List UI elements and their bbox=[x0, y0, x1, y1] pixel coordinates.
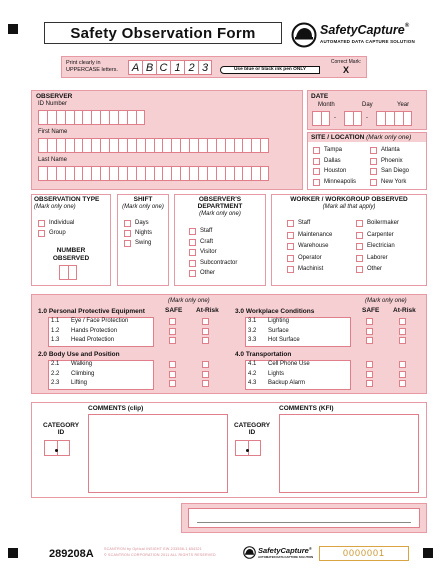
id-number-label: ID Number bbox=[38, 101, 68, 107]
checkbox-label: Carpenter bbox=[367, 231, 394, 238]
char-cell[interactable] bbox=[65, 110, 74, 125]
char-cell[interactable] bbox=[242, 138, 251, 153]
first-name-boxes[interactable] bbox=[38, 138, 269, 153]
category-item-label: Head Protection bbox=[71, 337, 115, 343]
atrisk-checkbox[interactable] bbox=[399, 337, 406, 344]
char-cell[interactable] bbox=[109, 138, 118, 153]
site-note: (Mark only one) bbox=[366, 134, 412, 141]
footer-brand-tagline: AUTOMATED DATA CAPTURE SOLUTION bbox=[258, 555, 314, 559]
observation-type-section bbox=[31, 194, 111, 286]
categories-section bbox=[31, 294, 427, 394]
checkbox[interactable] bbox=[38, 220, 45, 227]
checkbox[interactable] bbox=[370, 168, 377, 175]
char-cell[interactable] bbox=[242, 166, 251, 181]
checkbox-label: Staff bbox=[298, 220, 311, 226]
atrisk-checkbox[interactable] bbox=[202, 371, 209, 378]
footer-brand-name: SafetyCapture bbox=[258, 546, 309, 555]
safe-header: SAFE bbox=[165, 307, 183, 314]
char-cell[interactable] bbox=[189, 138, 198, 153]
id-number-boxes[interactable] bbox=[38, 110, 145, 125]
checkbox-label: Group bbox=[49, 230, 66, 236]
category-item-label: Hot Surface bbox=[268, 337, 300, 343]
safe-checkbox[interactable] bbox=[366, 337, 373, 344]
observation-type-title: OBSERVATION TYPE bbox=[34, 196, 100, 203]
category-group-title: 3.0 Workplace Conditions bbox=[235, 308, 315, 315]
category-items-box bbox=[48, 360, 154, 390]
date-title: DATE bbox=[311, 93, 329, 100]
category-group-title: 4.0 Transportation bbox=[235, 351, 292, 358]
char-cell[interactable] bbox=[118, 110, 127, 125]
category-item-label: Backup Alarm bbox=[268, 380, 306, 386]
checkbox[interactable] bbox=[370, 158, 377, 165]
sample-char: 3 bbox=[198, 60, 212, 75]
sample-char: 1 bbox=[170, 60, 184, 75]
helmet-icon bbox=[243, 546, 256, 559]
category-item-label: Cell Phone Use bbox=[268, 361, 310, 367]
char-cell[interactable] bbox=[91, 138, 100, 153]
char-cell[interactable] bbox=[68, 265, 77, 280]
checkbox-label: San Diego bbox=[381, 168, 410, 174]
char-cell[interactable] bbox=[82, 166, 91, 181]
category-item-number: 2.3 bbox=[51, 380, 60, 386]
category-item-label: Eye / Face Protection bbox=[71, 318, 129, 324]
site-section bbox=[307, 132, 427, 190]
worker-note: (Mark all that apply) bbox=[322, 204, 376, 210]
char-cell[interactable] bbox=[394, 111, 403, 126]
char-cell[interactable] bbox=[353, 111, 362, 126]
safe-checkbox[interactable] bbox=[169, 361, 176, 368]
char-cell[interactable] bbox=[198, 138, 207, 153]
checkbox[interactable] bbox=[189, 249, 196, 256]
atrisk-checkbox[interactable] bbox=[202, 337, 209, 344]
page-title: Safety Observation Form bbox=[70, 24, 256, 42]
comments-kfi-title: COMMENTS (KFI) bbox=[279, 405, 334, 412]
checkbox[interactable] bbox=[313, 158, 320, 165]
pen-note: Use blue or black ink pen ONLY bbox=[220, 66, 320, 74]
category-item-number: 3.3 bbox=[248, 337, 257, 343]
checkbox-label: Other bbox=[200, 270, 216, 276]
brand-logo bbox=[291, 20, 431, 52]
checkbox-label: Houston bbox=[324, 168, 347, 174]
footer-brand-logo bbox=[243, 545, 319, 561]
brand-reg: ® bbox=[404, 23, 410, 29]
category-item-number: 3.2 bbox=[248, 327, 257, 334]
department-title-1: OBSERVER'S bbox=[198, 196, 242, 203]
char-cell[interactable] bbox=[47, 166, 56, 181]
corner-mark bbox=[423, 548, 433, 558]
signature-box[interactable] bbox=[188, 508, 420, 528]
char-cell[interactable] bbox=[162, 138, 171, 153]
checkbox[interactable] bbox=[124, 220, 131, 227]
char-cell[interactable] bbox=[56, 110, 65, 125]
category-item-number: 4.2 bbox=[248, 370, 257, 377]
checkbox[interactable] bbox=[189, 270, 196, 277]
checkbox-label: Swing bbox=[135, 240, 152, 246]
checkbox[interactable] bbox=[313, 179, 320, 186]
brand-name: SafetyCapture bbox=[320, 23, 405, 37]
checkbox[interactable] bbox=[287, 255, 294, 262]
checkbox[interactable] bbox=[189, 228, 196, 235]
char-cell[interactable] bbox=[136, 166, 145, 181]
char-cell[interactable] bbox=[260, 138, 269, 153]
checkbox[interactable] bbox=[313, 147, 320, 154]
char-cell[interactable] bbox=[321, 111, 330, 126]
sample-char: C bbox=[156, 60, 170, 75]
safe-header: SAFE bbox=[362, 307, 380, 314]
char-cell[interactable] bbox=[162, 166, 171, 181]
sample-char: A bbox=[128, 60, 142, 75]
scantron-line-2: © SCANTRON CORPORATION 2011 ALL RIGHTS RESERVED bbox=[104, 553, 216, 557]
mark-only-one-note: (Mark only one) bbox=[365, 298, 407, 304]
category-id-label-1: CATEGORY bbox=[233, 422, 271, 429]
category-item-number: 4.3 bbox=[248, 380, 257, 386]
atrisk-header: At-Risk bbox=[393, 307, 416, 314]
instructions-strip bbox=[61, 56, 367, 78]
char-cell[interactable] bbox=[109, 110, 118, 125]
observation-type-note: (Mark only one) bbox=[34, 204, 76, 210]
char-cell[interactable] bbox=[127, 138, 136, 153]
checkbox[interactable] bbox=[287, 243, 294, 250]
atrisk-checkbox[interactable] bbox=[399, 361, 406, 368]
sample-char: B bbox=[142, 60, 156, 75]
char-cell[interactable] bbox=[38, 138, 47, 153]
atrisk-checkbox[interactable] bbox=[399, 371, 406, 378]
checkbox-label: Other bbox=[367, 266, 383, 272]
comments-section bbox=[31, 402, 427, 498]
char-cell[interactable] bbox=[403, 111, 412, 126]
number-observed-boxes[interactable] bbox=[59, 265, 77, 280]
char-cell[interactable] bbox=[59, 265, 68, 280]
category-item-label: Surface bbox=[268, 327, 289, 334]
date-dash: - bbox=[334, 115, 336, 121]
category-item-number: 1.1 bbox=[51, 318, 60, 324]
worker-section bbox=[271, 194, 427, 286]
char-cell[interactable] bbox=[312, 111, 321, 126]
char-cell[interactable] bbox=[225, 138, 234, 153]
serial-number: 0000001 bbox=[319, 546, 409, 561]
checkbox-label: Subcontractor bbox=[200, 259, 238, 266]
char-cell[interactable] bbox=[65, 138, 74, 153]
day-boxes[interactable] bbox=[344, 111, 362, 126]
checkbox[interactable] bbox=[313, 168, 320, 175]
char-cell[interactable] bbox=[100, 166, 109, 181]
char-cell[interactable] bbox=[260, 166, 269, 181]
checkbox[interactable] bbox=[287, 266, 294, 273]
char-cell[interactable] bbox=[47, 138, 56, 153]
year-label: Year bbox=[397, 102, 410, 108]
char-cell[interactable] bbox=[109, 166, 118, 181]
checkbox-label: Maintenance bbox=[298, 231, 333, 238]
char-cell[interactable] bbox=[344, 111, 353, 126]
safe-checkbox[interactable] bbox=[366, 361, 373, 368]
year-boxes[interactable] bbox=[376, 111, 412, 126]
shift-title: SHIFT bbox=[133, 196, 153, 203]
corner-mark bbox=[8, 24, 18, 34]
checkbox[interactable] bbox=[370, 179, 377, 186]
checkbox-label: Minneapolis bbox=[324, 178, 357, 185]
correct-mark: X bbox=[342, 65, 349, 75]
checkbox[interactable] bbox=[370, 147, 377, 154]
char-cell[interactable] bbox=[189, 166, 198, 181]
checkbox[interactable] bbox=[287, 220, 294, 227]
char-cell[interactable] bbox=[180, 166, 189, 181]
safe-checkbox[interactable] bbox=[366, 328, 373, 335]
number-observed-label-1: NUMBER bbox=[56, 247, 86, 254]
safe-checkbox[interactable] bbox=[366, 371, 373, 378]
signature-strip bbox=[181, 503, 427, 533]
correct-mark-label: Correct Mark: bbox=[330, 59, 362, 65]
comments-kfi-box[interactable] bbox=[279, 414, 419, 493]
category-item-label: Walking bbox=[71, 361, 93, 367]
last-name-boxes[interactable] bbox=[38, 166, 269, 181]
category-item-label: Lighting bbox=[268, 318, 290, 324]
char-cell[interactable] bbox=[38, 110, 47, 125]
category-id-boxes-kfi[interactable] bbox=[235, 440, 261, 456]
atrisk-checkbox[interactable] bbox=[202, 318, 209, 325]
char-cell[interactable] bbox=[234, 166, 243, 181]
atrisk-checkbox[interactable] bbox=[202, 361, 209, 368]
helmet-icon bbox=[291, 22, 317, 48]
checkbox[interactable] bbox=[356, 232, 363, 239]
checkbox-label: Staff bbox=[200, 228, 213, 234]
char-cell[interactable] bbox=[234, 138, 243, 153]
safe-checkbox[interactable] bbox=[169, 371, 176, 378]
safe-checkbox[interactable] bbox=[366, 318, 373, 325]
sample-char: 2 bbox=[184, 60, 198, 75]
char-cell[interactable] bbox=[216, 138, 225, 153]
department-section bbox=[174, 194, 266, 286]
category-item-number: 2.2 bbox=[51, 370, 60, 377]
category-item-number: 3.1 bbox=[248, 318, 257, 324]
checkbox-label: Boilermaker bbox=[367, 220, 400, 226]
month-boxes[interactable] bbox=[312, 111, 330, 126]
category-group-title: 1.0 Personal Protective Equipment bbox=[38, 308, 145, 315]
observer-section bbox=[31, 90, 303, 190]
category-id-label-2: ID bbox=[57, 429, 65, 436]
char-cell[interactable] bbox=[136, 138, 145, 153]
atrisk-checkbox[interactable] bbox=[399, 328, 406, 335]
checkbox-label: Electrician bbox=[367, 243, 395, 249]
checkbox[interactable] bbox=[189, 260, 196, 267]
char-cell[interactable] bbox=[198, 166, 207, 181]
char-cell[interactable] bbox=[82, 138, 91, 153]
category-id-label-1: CATEGORY bbox=[42, 422, 80, 429]
char-cell[interactable] bbox=[207, 166, 216, 181]
department-note: (Mark only one) bbox=[199, 211, 241, 217]
atrisk-checkbox[interactable] bbox=[202, 328, 209, 335]
char-cell[interactable] bbox=[251, 138, 260, 153]
category-id-label-2: ID bbox=[248, 429, 256, 436]
atrisk-header: At-Risk bbox=[196, 307, 219, 314]
mark-only-one-note: (Mark only one) bbox=[168, 298, 210, 304]
title-box bbox=[44, 22, 282, 44]
checkbox[interactable] bbox=[124, 230, 131, 237]
char-cell[interactable] bbox=[171, 138, 180, 153]
char-cell[interactable] bbox=[74, 138, 83, 153]
category-item-number: 1.2 bbox=[51, 327, 60, 334]
comments-clip-title: COMMENTS (clip) bbox=[88, 405, 144, 412]
checkbox-label: Phoenix bbox=[381, 157, 403, 164]
char-cell[interactable] bbox=[56, 138, 65, 153]
category-item-label: Climbing bbox=[71, 370, 95, 377]
shift-section bbox=[117, 194, 169, 286]
atrisk-checkbox[interactable] bbox=[399, 318, 406, 325]
number-observed-label-2: OBSERVED bbox=[52, 255, 90, 262]
category-id-boxes-clip[interactable] bbox=[44, 440, 70, 456]
comments-clip-box[interactable] bbox=[88, 414, 228, 493]
category-item-number: 1.3 bbox=[51, 337, 60, 343]
char-cell[interactable] bbox=[127, 166, 136, 181]
checkbox-label: Individual bbox=[49, 220, 75, 226]
category-item-number: 2.1 bbox=[51, 361, 60, 367]
month-label: Month bbox=[318, 102, 335, 108]
checkbox-label: Visitor bbox=[200, 249, 217, 255]
safe-checkbox[interactable] bbox=[169, 328, 176, 335]
char-cell[interactable] bbox=[118, 166, 127, 181]
last-name-label: Last Name bbox=[38, 157, 68, 163]
category-item-label: Hands Protection bbox=[71, 327, 118, 334]
scantron-line-1: SCANTRON by Optical INSIGHT EW-233558-1 654321 bbox=[104, 547, 202, 551]
site-title: SITE / LOCATION bbox=[311, 134, 365, 141]
char-cell[interactable] bbox=[154, 138, 163, 153]
char-cell[interactable] bbox=[74, 110, 83, 125]
checkbox[interactable] bbox=[38, 230, 45, 237]
char-cell[interactable] bbox=[91, 110, 100, 125]
char-cell[interactable] bbox=[118, 138, 127, 153]
char-cell[interactable] bbox=[47, 110, 56, 125]
checkbox-label: Days bbox=[135, 220, 149, 226]
char-cell[interactable] bbox=[82, 110, 91, 125]
char-cell[interactable] bbox=[56, 166, 65, 181]
footer-brand-reg: ® bbox=[308, 546, 312, 551]
atrisk-checkbox[interactable] bbox=[202, 380, 209, 387]
department-title-2: DEPARTMENT bbox=[197, 203, 243, 210]
safe-checkbox[interactable] bbox=[366, 380, 373, 387]
print-instruction-line-2: UPPERCASE letters. bbox=[66, 67, 118, 73]
char-cell[interactable] bbox=[145, 166, 154, 181]
date-section bbox=[307, 90, 427, 130]
checkbox-label: Laborer bbox=[367, 254, 388, 261]
date-dash: - bbox=[366, 115, 368, 121]
sample-char-boxes bbox=[128, 60, 212, 75]
char-cell[interactable] bbox=[100, 110, 109, 125]
char-cell[interactable] bbox=[251, 166, 260, 181]
char-cell[interactable] bbox=[385, 111, 394, 126]
checkbox-label: Craft bbox=[200, 238, 214, 245]
checkbox-label: Machinist bbox=[298, 266, 324, 272]
checkbox-label: New York bbox=[381, 178, 407, 185]
char-cell[interactable] bbox=[100, 138, 109, 153]
checkbox-label: Warehouse bbox=[298, 243, 329, 249]
char-cell[interactable] bbox=[136, 110, 145, 125]
checkbox[interactable] bbox=[287, 232, 294, 239]
corner-mark bbox=[8, 548, 18, 558]
checkbox-label: Tampa bbox=[324, 147, 343, 153]
checkbox[interactable] bbox=[356, 266, 363, 273]
char-cell[interactable] bbox=[207, 138, 216, 153]
category-item-label: Lifting bbox=[71, 380, 88, 386]
checkbox-label: Nights bbox=[135, 230, 153, 236]
checkbox[interactable] bbox=[356, 243, 363, 250]
char-cell[interactable] bbox=[180, 138, 189, 153]
checkbox-label: Operator bbox=[298, 254, 322, 261]
day-label: Day bbox=[362, 102, 373, 108]
checkbox-label: Dallas bbox=[324, 157, 341, 164]
observer-title: OBSERVER bbox=[36, 93, 73, 100]
first-name-label: First Name bbox=[38, 129, 68, 135]
char-cell[interactable] bbox=[171, 166, 180, 181]
char-cell[interactable] bbox=[216, 166, 225, 181]
char-cell[interactable] bbox=[376, 111, 385, 126]
safe-checkbox[interactable] bbox=[169, 380, 176, 387]
char-cell[interactable] bbox=[91, 166, 100, 181]
checkbox[interactable] bbox=[356, 220, 363, 227]
safe-checkbox[interactable] bbox=[169, 318, 176, 325]
category-item-label: Lights bbox=[268, 370, 285, 377]
checkbox-label: Atlanta bbox=[381, 147, 400, 153]
brand-tagline: AUTOMATED DATA CAPTURE SOLUTION bbox=[320, 39, 415, 44]
char-cell[interactable] bbox=[38, 166, 47, 181]
char-cell[interactable] bbox=[65, 166, 74, 181]
form-number: 289208A bbox=[49, 548, 94, 560]
checkbox[interactable] bbox=[189, 239, 196, 246]
char-cell[interactable] bbox=[145, 138, 154, 153]
worker-title: WORKER / WORKGROUP OBSERVED bbox=[290, 196, 408, 203]
category-item-number: 4.1 bbox=[248, 361, 257, 367]
char-cell[interactable] bbox=[225, 166, 234, 181]
atrisk-checkbox[interactable] bbox=[399, 380, 406, 387]
print-instruction-line-1: Print clearly in bbox=[66, 60, 101, 66]
shift-note: (Mark only one) bbox=[122, 204, 164, 210]
char-cell[interactable] bbox=[154, 166, 163, 181]
safe-checkbox[interactable] bbox=[169, 337, 176, 344]
category-group-title: 2.0 Body Use and Position bbox=[38, 351, 120, 358]
checkbox[interactable] bbox=[124, 240, 131, 247]
char-cell[interactable] bbox=[127, 110, 136, 125]
char-cell[interactable] bbox=[74, 166, 83, 181]
checkbox[interactable] bbox=[356, 255, 363, 262]
